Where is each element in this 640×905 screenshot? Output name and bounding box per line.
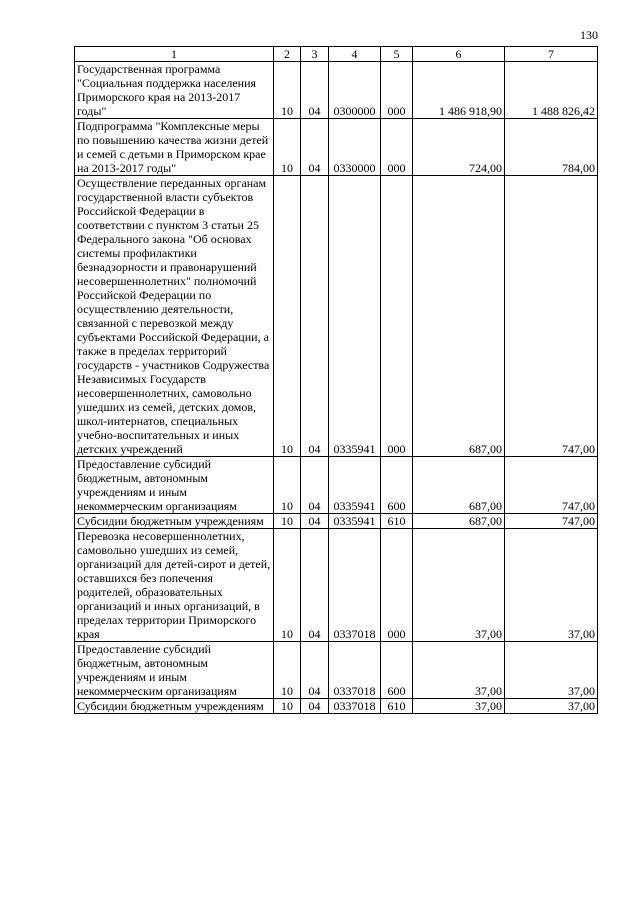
row-expense-type-cell: 000 <box>381 119 413 176</box>
header-cell: 6 <box>413 47 505 62</box>
row-subsection-cell: 04 <box>301 62 329 119</box>
table-row <box>75 119 598 176</box>
header-cell: 3 <box>301 47 329 62</box>
row-amount-year1-cell: 687,00 <box>413 457 505 514</box>
table-body <box>75 47 598 714</box>
table-row <box>75 529 598 642</box>
row-amount-year1-cell: 37,00 <box>413 529 505 642</box>
row-subsection-cell: 04 <box>301 642 329 699</box>
row-amount-year2-cell: 747,00 <box>505 514 598 529</box>
header-cell: 1 <box>75 47 274 62</box>
row-amount-year1-cell: 37,00 <box>413 642 505 699</box>
row-expense-type-cell: 000 <box>381 529 413 642</box>
row-name-cell: Подпрограмма "Комплексные меры по повышению качества жизни детей и семей с детьми в Приморском крае на 2013-2017 годы" <box>75 119 274 176</box>
row-section-cell: 10 <box>274 119 301 176</box>
row-target-item-cell: 0337018 <box>329 699 381 714</box>
row-amount-year1-cell: 724,00 <box>413 119 505 176</box>
row-amount-year2-cell: 747,00 <box>505 457 598 514</box>
row-section-cell: 10 <box>274 642 301 699</box>
row-target-item-cell: 0330000 <box>329 119 381 176</box>
row-amount-year1-cell: 1 486 918,90 <box>413 62 505 119</box>
header-cell: 2 <box>274 47 301 62</box>
row-target-item-cell: 0335941 <box>329 176 381 457</box>
row-amount-year2-cell: 37,00 <box>505 642 598 699</box>
row-amount-year1-cell: 37,00 <box>413 699 505 714</box>
row-subsection-cell: 04 <box>301 119 329 176</box>
row-name-cell: Государственная программа "Социальная поддержка населения Приморского края на 2013-2017 годы" <box>75 62 274 119</box>
row-subsection-cell: 04 <box>301 699 329 714</box>
row-target-item-cell: 0337018 <box>329 529 381 642</box>
row-target-item-cell: 0300000 <box>329 62 381 119</box>
table-row <box>75 642 598 699</box>
row-expense-type-cell: 600 <box>381 457 413 514</box>
row-amount-year2-cell: 747,00 <box>505 176 598 457</box>
table-row <box>75 176 598 457</box>
row-name-cell: Субсидии бюджетным учреждениям <box>75 699 274 714</box>
row-expense-type-cell: 610 <box>381 699 413 714</box>
row-target-item-cell: 0337018 <box>329 642 381 699</box>
row-target-item-cell: 0335941 <box>329 514 381 529</box>
table-row <box>75 514 598 529</box>
row-amount-year2-cell: 1 488 826,42 <box>505 62 598 119</box>
row-subsection-cell: 04 <box>301 529 329 642</box>
row-name-cell: Предоставление субсидий бюджетным, автономным учреждениям и иным некоммерческим организациям <box>75 457 274 514</box>
header-cell: 7 <box>505 47 598 62</box>
table-header-row <box>75 47 598 62</box>
row-section-cell: 10 <box>274 176 301 457</box>
header-cell: 5 <box>381 47 413 62</box>
row-amount-year1-cell: 687,00 <box>413 514 505 529</box>
row-expense-type-cell: 000 <box>381 62 413 119</box>
table-row <box>75 62 598 119</box>
row-section-cell: 10 <box>274 529 301 642</box>
row-section-cell: 10 <box>274 514 301 529</box>
row-expense-type-cell: 000 <box>381 176 413 457</box>
row-name-cell: Предоставление субсидий бюджетным, автономным учреждениям и иным некоммерческим организациям <box>75 642 274 699</box>
row-section-cell: 10 <box>274 62 301 119</box>
row-expense-type-cell: 610 <box>381 514 413 529</box>
table-row <box>75 457 598 514</box>
row-amount-year2-cell: 37,00 <box>505 699 598 714</box>
table-row <box>75 699 598 714</box>
row-amount-year2-cell: 784,00 <box>505 119 598 176</box>
row-target-item-cell: 0335941 <box>329 457 381 514</box>
row-amount-year2-cell: 37,00 <box>505 529 598 642</box>
row-amount-year1-cell: 687,00 <box>413 176 505 457</box>
page-number: 130 <box>580 28 598 42</box>
row-section-cell: 10 <box>274 699 301 714</box>
budget-table <box>74 46 598 714</box>
row-name-cell: Субсидии бюджетным учреждениям <box>75 514 274 529</box>
header-cell: 4 <box>329 47 381 62</box>
row-subsection-cell: 04 <box>301 176 329 457</box>
row-section-cell: 10 <box>274 457 301 514</box>
row-name-cell: Осуществление переданных органам государственной власти субъектов Российской Федерации в соответствии с пунктом 3 статьи 25 Федерального закона "Об основах системы профилактики безнадзорности и правонарушений несовершеннолетних" полномочий Российской Федерации по осуществлению деятельности, связанной с перевозкой между субъектами Российской Федерации, а также в пределах территорий государств - участников Содружества Независимых Государств несовершеннолетних, самовольно ушедших из семей, детских домов, школ-интернатов, специальных учебно-воспитательных и иных детских учреждений <box>75 176 274 457</box>
row-subsection-cell: 04 <box>301 514 329 529</box>
row-subsection-cell: 04 <box>301 457 329 514</box>
row-expense-type-cell: 600 <box>381 642 413 699</box>
row-name-cell: Перевозка несовершеннолетних, самовольно ушедших из семей, организаций для детей-сирот и детей, оставшихся без попечения родителей, образовательных организаций и иных организаций, в пределах территории Приморского края <box>75 529 274 642</box>
